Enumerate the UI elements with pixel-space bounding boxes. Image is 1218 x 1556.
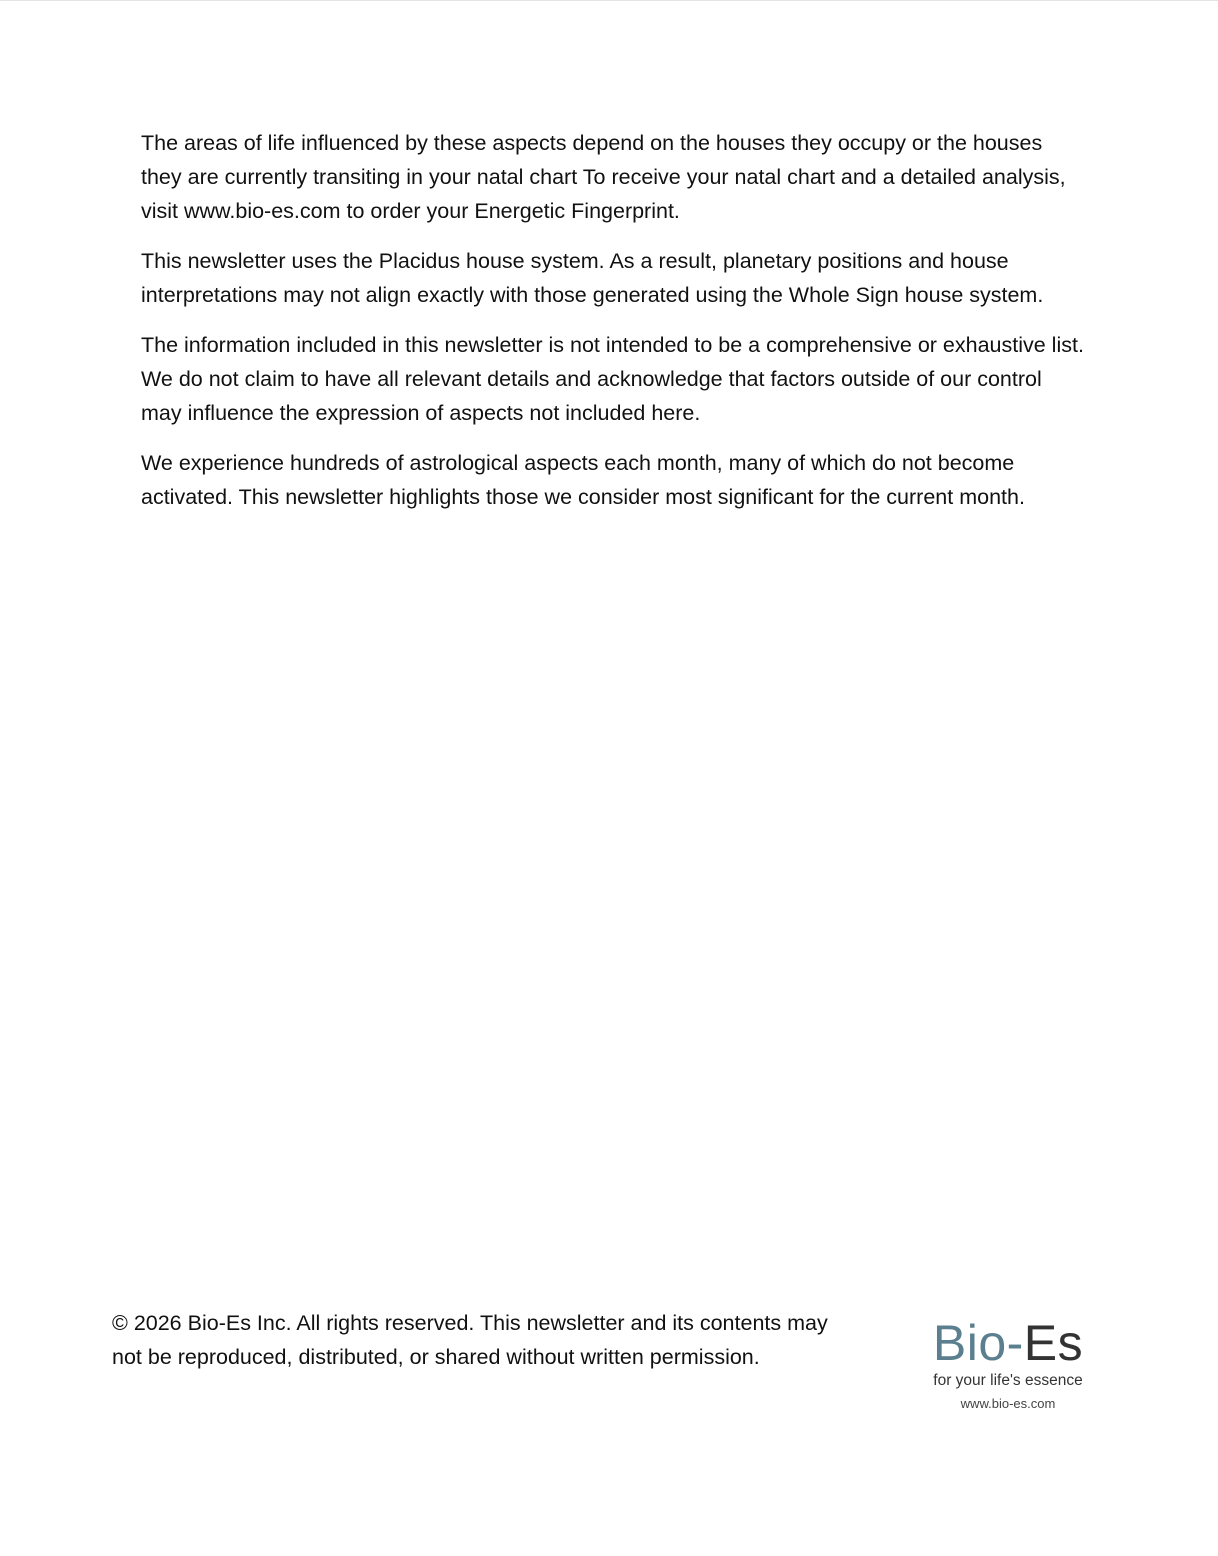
paragraph-houses: The areas of life influenced by these aspects depend on the houses they occupy or the houses they are currently transiting in your natal chart To receive your natal chart and a detailed analysis, visit www.bio-es.com to order your Energetic Fingerprint. [141, 131, 1066, 223]
newsletter-body [141, 126, 1086, 530]
paragraph-disclaimer: The information included in this newsletter is not intended to be a comprehensive or exhaustive list. We do not claim to have all relevant details and acknowledge that factors outside of our control may influence the expression of aspects not included here. [141, 333, 1084, 425]
page-top-divider [0, 0, 1218, 1]
logo-tagline: for your life's essence [933, 1372, 1083, 1389]
logo-wordmark-es: Es [1023, 1315, 1084, 1371]
bio-es-logo [918, 1314, 1098, 1414]
logo-wordmark-dash: - [1006, 1315, 1024, 1371]
paragraph-aspects: We experience hundreds of astrological aspects each month, many of which do not become activated. This newsletter highlights those we consider most significant for the current month. [141, 451, 1025, 509]
logo-url: www.bio-es.com [960, 1396, 1056, 1411]
logo-wordmark [918, 1314, 1098, 1372]
paragraph-house-system: This newsletter uses the Placidus house system. As a result, planetary positions and house interpretations may not align exactly with those generated using the Whole Sign house system. [141, 249, 1044, 307]
logo-wordmark-bio: Bio [932, 1315, 1007, 1371]
copyright-notice: © 2026 Bio-Es Inc. All rights reserved. This newsletter and its contents may not be reproduced, distributed, or shared without written permission. [112, 1311, 828, 1369]
